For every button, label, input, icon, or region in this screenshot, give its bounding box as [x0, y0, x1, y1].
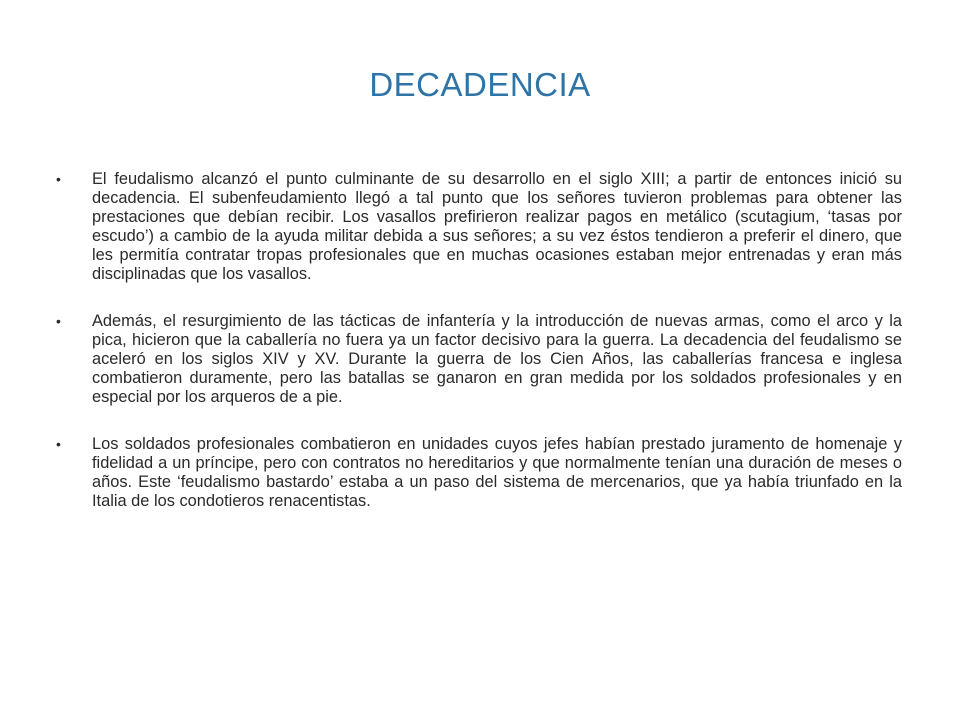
bullet-icon: •	[56, 171, 61, 187]
bullet-text: Los soldados profesionales combatieron en unidades cuyos jefes habían prestado juramento de homenaje y fidelidad a un príncipe, pero con contratos no hereditarios y que normalmente tenían una duración de meses o años. Este ‘feudalismo bastardo’ estaba a un paso del sistema de mercenarios, que ya había triunfado en la Italia de los condotieros renacentistas.	[92, 435, 902, 510]
bullet-text: El feudalismo alcanzó el punto culminante de su desarrollo en el siglo XIII; a partir de entonces inició su decadencia. El subenfeudamiento llegó a tal punto que los señores tuvieron problemas para obtener las prestaciones que debían recibir. Los vasallos prefirieron realizar pagos en metálico (scutagium, ‘tasas por escudo’) a cambio de la ayuda militar debida a sus señores; a su vez éstos tendieron a preferir el dinero, que les permitía contratar tropas profesionales que en muchas ocasiones estaban mejor entrenadas y eran más disciplinadas que los vasallos.	[92, 170, 902, 283]
bullet-icon: •	[56, 313, 61, 329]
bullet-item-2	[56, 312, 902, 407]
bullet-list	[56, 170, 902, 539]
bullet-text: Además, el resurgimiento de las tácticas de infantería y la introducción de nuevas armas, como el arco y la pica, hicieron que la caballería no fuera ya un factor decisivo para la guerra. La decadencia del feudalismo se aceleró en los siglos XIV y XV. Durante la guerra de los Cien Años, las caballerías francesa e inglesa combatieron duramente, pero las batallas se ganaron en gran medida por los soldados profesionales y en especial por los arqueros de a pie.	[92, 312, 902, 406]
bullet-icon: •	[56, 436, 61, 452]
slide-title: DECADENCIA	[369, 66, 591, 103]
bullet-item-1	[56, 170, 902, 284]
bullet-item-3	[56, 435, 902, 511]
